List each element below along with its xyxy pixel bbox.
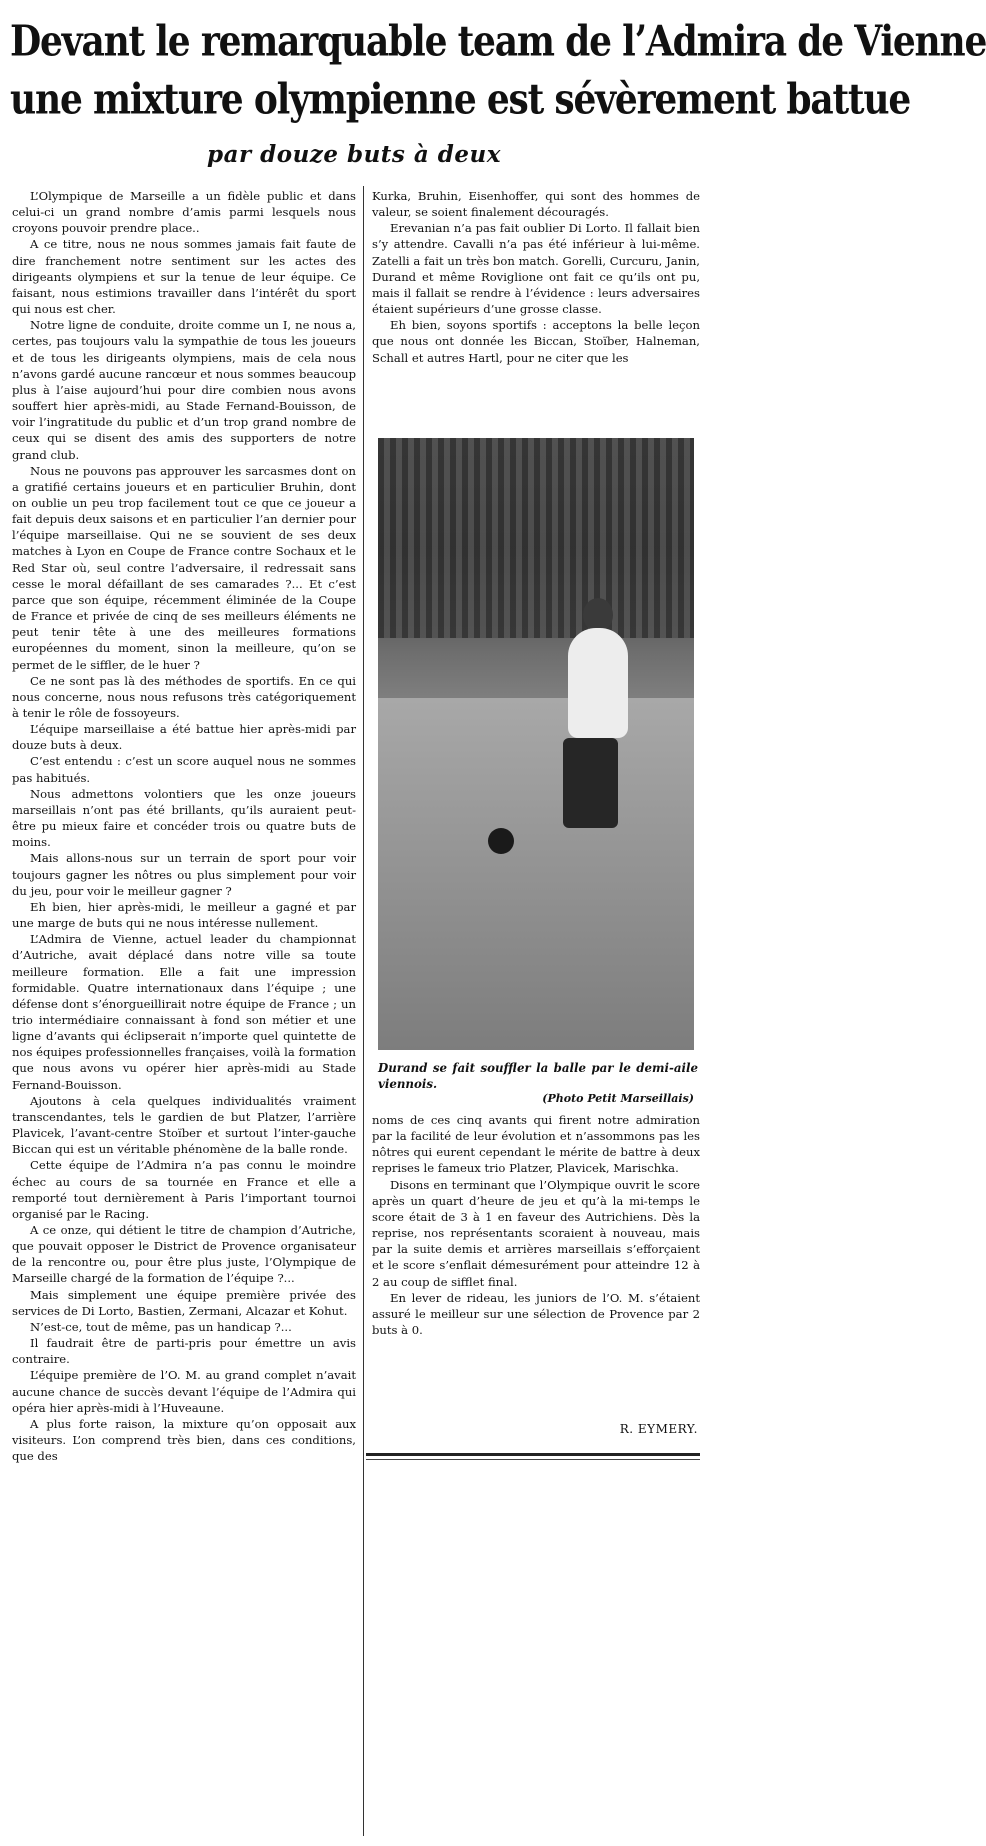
paragraph: Nous ne pouvons pas approuver les sarcasmes dont on a gratifié certains joueurs et en particulier Bruhin, dont on oublie un peu trop facilement tout ce que ce joueur a fait depuis deux saisons et en particulier l’an dernier pour l’équipe marseillaise. Qui ne se souvient de ses deux matches à Lyon en Coupe de France contre Sochaux et le Red Star où, seul contre l’adversaire, il redressait sans cesse le moral défaillant de ses camarades ?... Et c’est parce que son équipe, récemment éliminée de la Coupe de France et privée de cinq de ses meilleurs éléments ne peut tenir tête à une des meilleures formations européennes du moment, sinon la meilleure, qu’on se permet de le siffler, de le huer ?	[12, 463, 356, 672]
paragraph: L’Admira de Vienne, actuel leader du championnat d’Autriche, avait déplacé dans notre ville sa toute meilleure formation. Elle a fait une impression formidable. Quatre internationaux dans l’équipe ; une défense dont s’énorgueillirait notre équipe de France ; un trio intermédiaire connaissant à fond son métier et une ligne d’avants qui éclipserait n’importe quel quintette de nos équipes professionnelles françaises, voilà la formation que nous avons vu opérer hier après-midi au Stade Fernand-Bouisson.	[12, 932, 356, 1092]
paragraph: A ce onze, qui détient le titre de champion d’Autriche, que pouvait opposer le District de Provence organisateur de la rencontre ou, pour être plus juste, l’Olympique de Marseille chargé de la formation de l’équipe ?...	[12, 1223, 356, 1286]
paragraph: Notre ligne de conduite, droite comme un I, ne nous a, certes, pas toujours valu la sympathie de tous les joueurs et de tous les dirigeants olympiens, mais de cela nous n’avons gardé aucune rancœur et nous sommes beaucoup plus à l’aise aujourd’hui pour dire combien nous avons souffert hier après-midi, au Stade Fernand-Bouisson, de voir l’ingratitude du public et d’un trop grand nombre de ceux qui se disent des amis des supporters de notre grand club.	[12, 318, 356, 462]
paragraph: N’est-ce, tout de même, pas un handicap ?...	[30, 1319, 292, 1334]
paragraph: Nous admettons volontiers que les onze joueurs marseillais n’ont pas été brillants, qu’ils auraient peut-être pu mieux faire et concéder trois ou quatre buts de moins.	[12, 786, 356, 850]
paragraph: noms de ces cinq avants qui firent notre admiration par la facilité de leur évolution et n’assommons pas les nôtres qui eurent cependant le mérite de battre à deux reprises le fameux trio Platzer, Plavicek, Marischka.	[372, 1113, 700, 1176]
photo-stands	[378, 438, 694, 638]
paragraph: Eh bien, soyons sportifs : acceptons la belle leçon que nous ont donnée les Biccan, Stoïber, Halneman, Schall et autres Hartl, pour ne citer que les	[372, 318, 700, 365]
photo-player-legs	[563, 738, 618, 828]
paragraph: Ajoutons à cela quelques individualités vraiment transcendantes, tels le gardien de but Platzer, l’arrière Plavicek, l’avant-centre Stoïber et surtout l’inter-gauche Biccan qui est un véritable phénomène de la balle ronde.	[12, 1093, 356, 1157]
paragraph: C’est entendu : c’est un score auquel nous ne sommes pas habitués.	[12, 754, 356, 785]
paragraph: L’Olympique de Marseille a un fidèle public et dans celui-ci un grand nombre d’amis parmi lesquels nous croyons pouvoir prendre place..	[12, 189, 356, 236]
photo-pitch	[378, 698, 694, 1050]
photo-ball	[488, 828, 514, 854]
left-column	[12, 188, 356, 1464]
paragraph: Kurka, Bruhin, Eisenhoffer, qui sont des hommes de valeur, se soient finalement découragés.	[372, 189, 700, 220]
paragraph: Cette équipe de l’Admira n’a pas connu le moindre échec au cours de sa tournée en France et elle a remporté tout dernièrement à Paris l’important tournoi organisé par le Racing.	[12, 1158, 356, 1221]
match-photo	[378, 438, 694, 1050]
column-divider	[363, 186, 364, 1836]
photo-player-head	[583, 598, 613, 632]
paragraph: Ce ne sont pas là des méthodes de sportifs. En ce qui nous concerne, nous nous refusons très catégoriquement à tenir le rôle de fossoyeurs.	[12, 673, 356, 720]
headline-line-2: une mixture olympienne est sévèrement battue	[10, 74, 911, 125]
paragraph: Mais simplement une équipe première privée des services de Di Lorto, Bastien, Zermani, Alcazar et Kohut.	[12, 1287, 356, 1318]
paragraph: Mais allons-nous sur un terrain de sport pour voir toujours gagner les nôtres ou plus simplement pour voir du jeu, pour voir le meilleur gagner ?	[12, 851, 356, 898]
right-column-top	[372, 188, 700, 366]
paragraph: Eh bien, hier après-midi, le meilleur a gagné et par une marge de buts qui ne nous intéresse nullement.	[12, 899, 356, 931]
right-column-bottom	[372, 1112, 700, 1338]
paragraph: Erevanian n’a pas fait oublier Di Lorto. Il fallait bien s’y attendre. Cavalli n’a pas été inférieur à lui-même. Zatelli a fait un très bon match. Gorelli, Curcuru, Janin, Durand et même Roviglione ont fait ce qu’ils ont pu, mais il fallait se rendre à l’évidence : leurs adversaires étaient supérieurs d’une grosse classe.	[372, 221, 700, 317]
paragraph: A plus forte raison, la mixture qu’on opposait aux visiteurs. L’on comprend très bien, dans ces conditions, que des	[12, 1416, 356, 1464]
end-rule	[366, 1453, 700, 1456]
subheadline: par douze buts à deux	[207, 141, 501, 168]
paragraph: A ce titre, nous ne nous sommes jamais fait faute de dire franchement notre sentiment sur les actes des dirigeants olympiens et sur la tenue de leur équipe. Ce faisant, nous estimions travailler dans l’intérêt du sport qui nous est cher.	[12, 237, 356, 317]
paragraph: L’équipe marseillaise a été battue hier après-midi par douze buts à deux.	[12, 722, 356, 753]
headline-line-1: Devant le remarquable team de l’Admira de Vienne	[10, 16, 986, 67]
photo-player-shirt	[568, 628, 628, 738]
photo-caption: Durand se fait souffler la balle par le demi-aile viennois.	[378, 1061, 698, 1091]
paragraph: Il faudrait être de parti-pris pour émettre un avis contraire.	[12, 1336, 356, 1367]
end-rule-thin	[366, 1459, 700, 1460]
paragraph: En lever de rideau, les juniors de l’O. M. s’étaient assuré le meilleur sur une sélection de Provence par 2 buts à 0.	[372, 1290, 700, 1338]
paragraph: L’équipe première de l’O. M. au grand complet n’avait aucune chance de succès devant l’équipe de l’Admira qui opéra hier après-midi à l’Huveaune.	[12, 1368, 356, 1415]
author-signature: R. EYMERY.	[619, 1422, 698, 1436]
photo-credit: (Photo Petit Marseillais)	[542, 1092, 694, 1105]
paragraph: Disons en terminant que l’Olympique ouvrit le score après un quart d’heure de jeu et qu’à la mi-temps le score était de 3 à 1 en faveur des Autrichiens. Dès la reprise, nos représentants scoraient à nouveau, mais par la suite demis et arrières marseillais s’efforçaient et le score s’enflait démesurément pour atteindre 12 à 2 au coup de sifflet final.	[372, 1177, 700, 1289]
